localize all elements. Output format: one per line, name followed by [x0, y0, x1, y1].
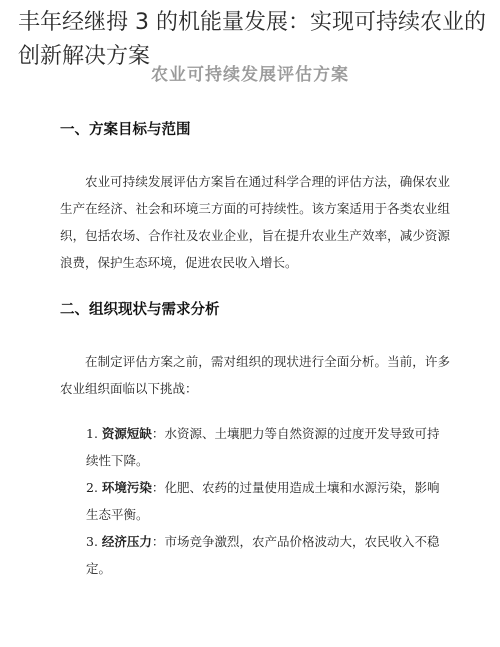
list-item: [86, 528, 450, 582]
section-analysis-paragraph: 在制定评估方案之前，需对组织的现状进行全面分析。当前，许多农业组织面临以下挑战：: [60, 354, 450, 396]
list-item-number: 1.: [86, 426, 102, 441]
list-item-text: 市场竞争激烈，农产品价格波动大，农民收入不稳定。: [86, 534, 440, 576]
list-item: [86, 420, 450, 474]
list-item-sep: ：: [151, 426, 165, 441]
section-analysis: [60, 300, 450, 582]
list-item-term: 资源短缺: [101, 426, 152, 441]
challenge-list: [60, 420, 450, 582]
section-goals-paragraph: 农业可持续发展评估方案旨在通过科学合理的评估方法，确保农业生产在经济、社会和环境三方面的可持续性。该方案适用于各类农业组织，包括农场、合作社及农业企业，旨在提升农业生产效率，减少资源浪费，保护生态环境，促进农民收入增长。: [60, 174, 450, 270]
list-item-term: 经济压力: [101, 534, 152, 549]
document-title: 农业可持续发展评估方案: [151, 65, 349, 85]
list-item-number: 3.: [86, 534, 102, 549]
list-item-term: 环境污染: [101, 480, 152, 495]
list-item-text: 化肥、农药的过量使用造成土壤和水源污染，影响生态平衡。: [86, 480, 440, 522]
list-item: [86, 474, 450, 528]
section-heading-analysis: 二、组织现状与需求分析: [60, 301, 220, 318]
list-item-sep: ：: [151, 534, 165, 549]
list-item-text: 水资源、土壤肥力等自然资源的过度开发导致可持续性下降。: [86, 426, 440, 468]
list-item-sep: ：: [151, 480, 165, 495]
section-goals: [60, 120, 450, 276]
list-item-number: 2.: [86, 480, 102, 495]
page-header-title: 丰年经继拇 3 的机能量发展：实现可持续农业的创新解决方案: [18, 10, 486, 69]
section-heading-goals: 一、方案目标与范围: [60, 121, 191, 138]
